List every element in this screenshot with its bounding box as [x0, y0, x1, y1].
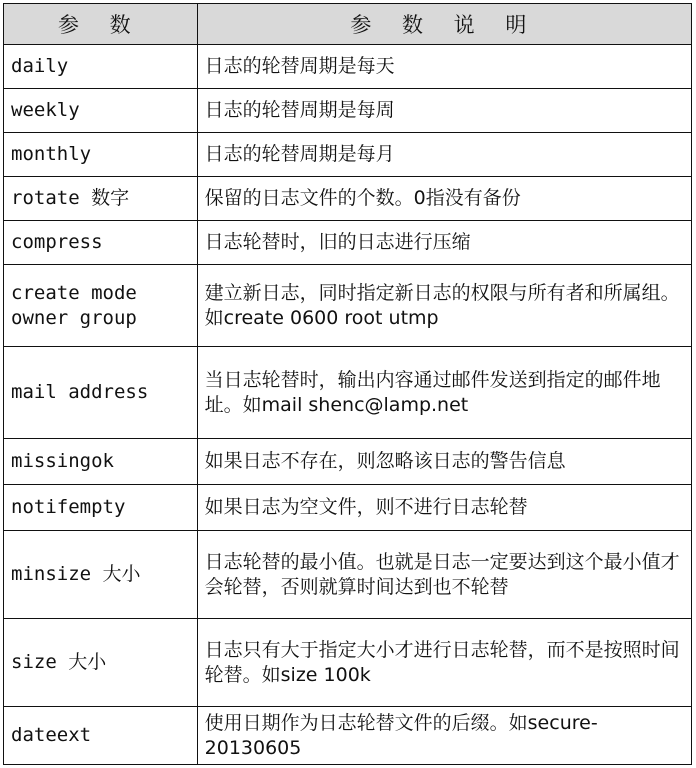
param-cell: dateext [4, 707, 198, 765]
param-cell: weekly [4, 89, 198, 133]
table-row [4, 485, 692, 531]
param-cell: minsize 大小 [4, 531, 198, 619]
table-row [4, 45, 692, 89]
desc-cell: 保留的日志文件的个数。0指没有备份 [197, 177, 691, 221]
desc-cell: 日志的轮替周期是每月 [197, 133, 691, 177]
desc-cell: 日志只有大于指定大小才进行日志轮替，而不是按照时间轮替。如size 100k [197, 619, 691, 707]
desc-cell: 日志轮替的最小值。也就是日志一定要达到这个最小值才会轮替，否则就算时间达到也不轮替 [197, 531, 691, 619]
desc-cell: 日志的轮替周期是每周 [197, 89, 691, 133]
table-row [4, 347, 692, 439]
param-cell: mail address [4, 347, 198, 439]
table-row [4, 89, 692, 133]
desc-cell: 如果日志不存在，则忽略该日志的警告信息 [197, 439, 691, 485]
table-row [4, 439, 692, 485]
param-cell: size 大小 [4, 619, 198, 707]
param-cell: rotate 数字 [4, 177, 198, 221]
table-row [4, 619, 692, 707]
table-row [4, 707, 692, 765]
param-cell: missingok [4, 439, 198, 485]
table-row [4, 221, 692, 265]
table-row [4, 265, 692, 347]
desc-cell: 日志的轮替周期是每天 [197, 45, 691, 89]
param-cell: compress [4, 221, 198, 265]
param-cell: create mode owner group [4, 265, 198, 347]
desc-cell: 如果日志为空文件，则不进行日志轮替 [197, 485, 691, 531]
table-row [4, 133, 692, 177]
table-header-row [4, 4, 692, 45]
table-row [4, 177, 692, 221]
header-param: 参 数 [4, 4, 198, 45]
desc-cell: 当日志轮替时，输出内容通过邮件发送到指定的邮件地址。如mail shenc@lamp.net [197, 347, 691, 439]
param-cell: daily [4, 45, 198, 89]
param-cell: notifempty [4, 485, 198, 531]
desc-cell: 日志轮替时，旧的日志进行压缩 [197, 221, 691, 265]
header-desc: 参 数 说 明 [197, 4, 691, 45]
param-cell: monthly [4, 133, 198, 177]
desc-cell: 建立新日志，同时指定新日志的权限与所有者和所属组。如create 0600 root utmp [197, 265, 691, 347]
logrotate-params-table [3, 3, 692, 765]
table-row [4, 531, 692, 619]
desc-cell: 使用日期作为日志轮替文件的后缀。如secure-20130605 [197, 707, 691, 765]
